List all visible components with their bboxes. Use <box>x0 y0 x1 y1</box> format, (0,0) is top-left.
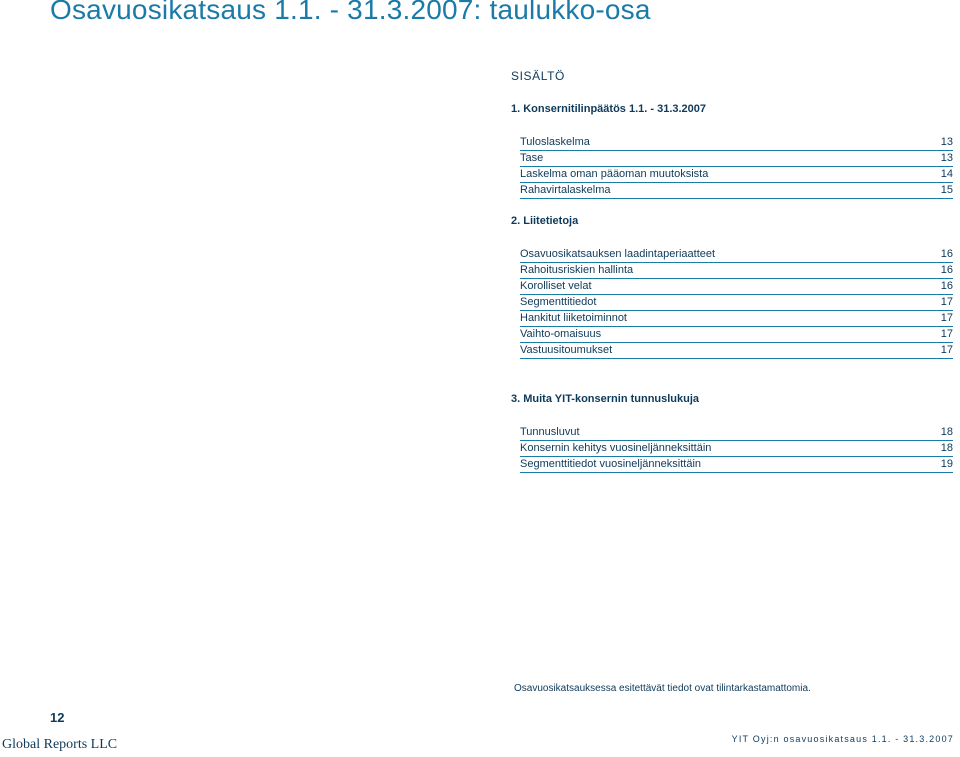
toc-entry-label: Rahoitusriskien hallinta <box>520 264 634 276</box>
toc-entry-label: Tunnusluvut <box>520 426 580 438</box>
section-title-2: 2. Liitetietoja <box>511 215 579 227</box>
watermark: Global Reports LLC <box>2 737 118 752</box>
toc-entry-label: Tuloslaskelma <box>520 136 590 148</box>
toc-entry[interactable] <box>520 441 953 457</box>
page-title: Osavuosikatsaus 1.1. - 31.3.2007: taulukko-osa <box>50 0 651 25</box>
toc-entry-label: Vaihto-omaisuus <box>520 328 602 340</box>
toc-entry[interactable] <box>520 151 953 167</box>
toc-entry[interactable] <box>520 247 953 263</box>
toc-list-section-1 <box>520 135 953 199</box>
toc-entry-page: 15 <box>940 184 953 196</box>
toc-entry-page: 16 <box>940 280 953 292</box>
toc-entry[interactable] <box>520 311 953 327</box>
toc-entry-page: 19 <box>940 458 953 470</box>
running-footer: YIT Oyj:n osavuosikatsaus 1.1. - 31.3.2007 <box>731 734 954 744</box>
footnote: Osavuosikatsauksessa esitettävät tiedot ovat tilintarkastamattomia. <box>514 683 811 694</box>
toc-entry-page: 13 <box>940 136 953 148</box>
section-title-3: 3. Muita YIT-konsernin tunnuslukuja <box>511 393 700 405</box>
toc-entry-label: Laskelma oman pääoman muutoksista <box>520 168 709 180</box>
toc-entry-page: 16 <box>940 248 953 260</box>
toc-entry-page: 18 <box>940 426 953 438</box>
toc-entry-label: Osavuosikatsauksen laadintaperiaatteet <box>520 248 716 260</box>
toc-entry[interactable] <box>520 135 953 151</box>
toc-entry-page: 17 <box>940 296 953 308</box>
toc-entry-page: 17 <box>940 312 953 324</box>
toc-entry-label: Hankitut liiketoiminnot <box>520 312 627 324</box>
toc-entry[interactable] <box>520 425 953 441</box>
toc-entry-page: 16 <box>940 264 953 276</box>
toc-entry-page: 14 <box>940 168 953 180</box>
toc-list-section-2 <box>520 247 953 359</box>
toc-entry[interactable] <box>520 183 953 199</box>
toc-entry[interactable] <box>520 295 953 311</box>
toc-entry-label: Rahavirtalaskelma <box>520 184 611 196</box>
toc-entry[interactable] <box>520 167 953 183</box>
toc-entry-label: Segmenttitiedot <box>520 296 597 308</box>
toc-entry[interactable] <box>520 343 953 359</box>
toc-entry-label: Konsernin kehitys vuosineljänneksittäin <box>520 442 712 454</box>
toc-entry[interactable] <box>520 327 953 343</box>
toc-entry-label: Segmenttitiedot vuosineljänneksittäin <box>520 458 702 470</box>
toc-entry-label: Vastuusitoumukset <box>520 344 613 356</box>
toc-entry-page: 17 <box>940 328 953 340</box>
toc-list-section-3 <box>520 425 953 473</box>
toc-entry-page: 17 <box>940 344 953 356</box>
toc-entry-page: 18 <box>940 442 953 454</box>
toc-entry[interactable] <box>520 263 953 279</box>
toc-heading: SISÄLTÖ <box>511 69 565 83</box>
toc-entry-label: Tase <box>520 152 544 164</box>
toc-entry-label: Korolliset velat <box>520 280 592 292</box>
toc-entry[interactable] <box>520 457 953 473</box>
toc-entry[interactable] <box>520 279 953 295</box>
page-number: 12 <box>50 710 65 725</box>
section-title-1: 1. Konsernitilinpäätös 1.1. - 31.3.2007 <box>511 103 707 115</box>
toc-entry-page: 13 <box>940 152 953 164</box>
